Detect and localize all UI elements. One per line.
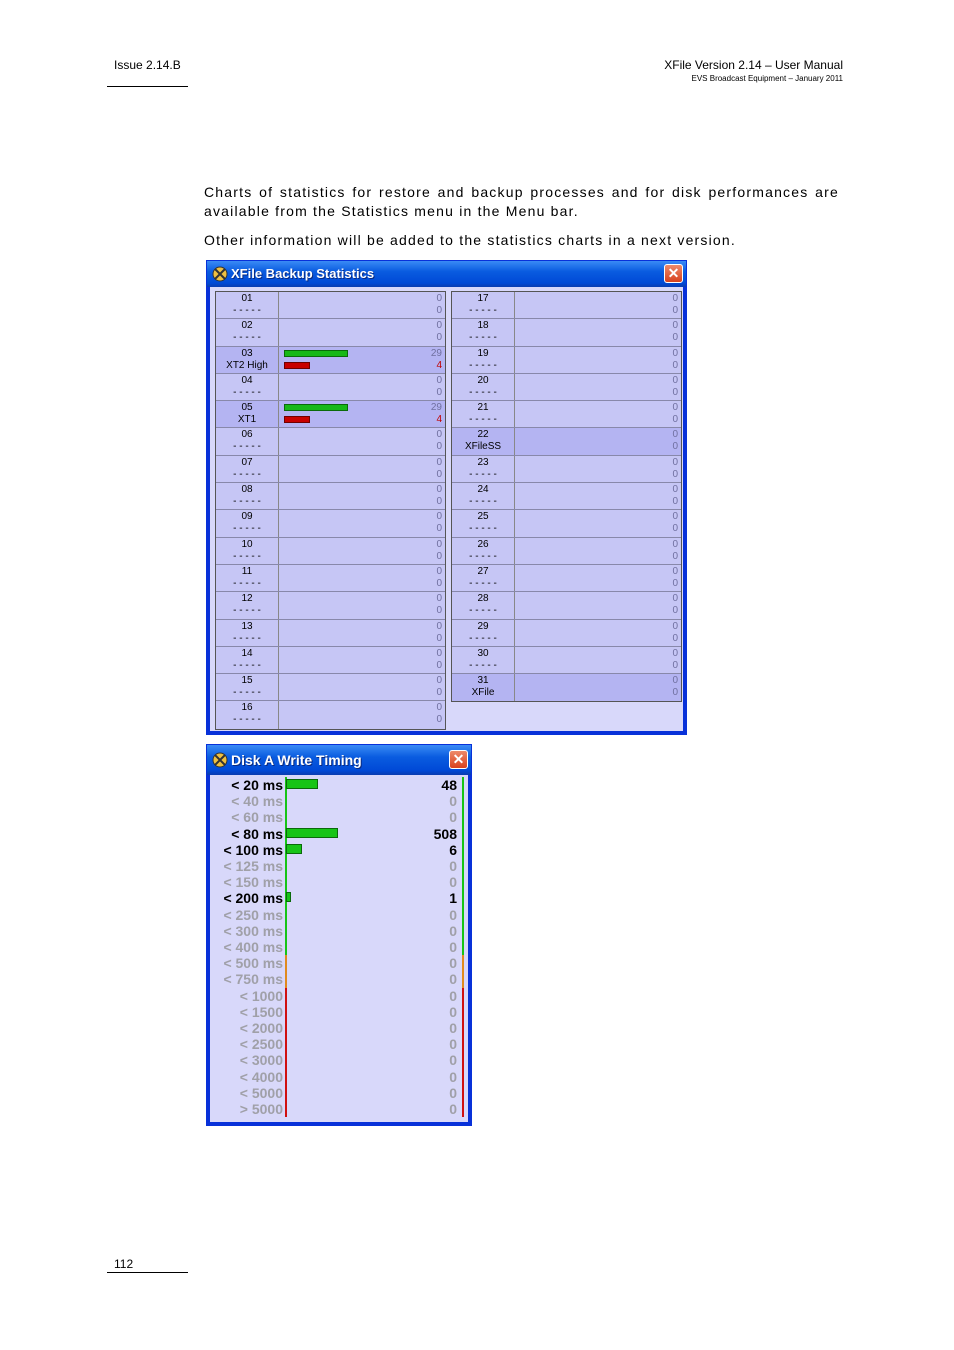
server-label	[216, 483, 279, 509]
timing-bucket-value: 0	[449, 858, 457, 874]
backup-count: 0	[672, 565, 678, 577]
server-number: 09	[241, 511, 253, 523]
timing-bucket-label: < 5000	[239, 1084, 283, 1101]
header-issue: Issue 2.14.B	[114, 58, 181, 72]
timing-bucket-value: 0	[449, 987, 457, 1004]
backup-count: 0	[672, 429, 678, 441]
server-name: - - - - -	[469, 332, 497, 344]
server-number: 10	[241, 538, 253, 550]
backup-count: 0	[436, 484, 442, 496]
backup-client	[210, 287, 683, 731]
server-label	[452, 401, 515, 427]
timing-row	[210, 907, 468, 923]
server-row[interactable]	[216, 592, 445, 619]
error-count: 4	[436, 359, 442, 371]
timing-bucket-label: < 20 ms	[231, 777, 283, 793]
server-number: 20	[477, 374, 489, 386]
server-label	[452, 538, 515, 564]
backup-count: 0	[436, 320, 442, 332]
server-label	[216, 456, 279, 482]
server-row[interactable]	[452, 538, 681, 565]
server-label	[216, 510, 279, 536]
error-count: 0	[436, 386, 442, 398]
server-row[interactable]	[216, 401, 445, 428]
server-name: - - - - -	[469, 496, 497, 508]
error-count: 0	[436, 496, 442, 508]
server-label	[216, 428, 279, 454]
backup-count: 29	[430, 402, 442, 414]
timing-row	[210, 777, 468, 793]
timing-bucket-label: < 80 ms	[231, 825, 283, 842]
backup-count: 0	[672, 374, 678, 386]
error-count: 0	[436, 441, 442, 453]
server-number: 12	[241, 593, 253, 605]
timing-bucket-value: 0	[449, 1084, 457, 1101]
manual-title: XFile Version 2.14 – User Manual	[664, 58, 843, 72]
server-row[interactable]	[452, 374, 681, 401]
server-label	[452, 347, 515, 373]
backup-count: 0	[672, 320, 678, 332]
timing-bucket-value: 0	[449, 874, 457, 891]
timing-bar	[286, 892, 291, 902]
backup-column-right	[451, 291, 682, 702]
timing-bucket-value: 1	[449, 890, 457, 907]
server-number: 15	[241, 675, 253, 687]
app-icon	[212, 752, 228, 768]
server-row[interactable]	[452, 401, 681, 428]
server-name: - - - - -	[233, 687, 261, 699]
error-count: 0	[436, 468, 442, 480]
timing-bucket-label: < 100 ms	[223, 841, 283, 858]
server-number: 02	[241, 320, 253, 332]
server-row[interactable]	[216, 428, 445, 455]
backup-count: 0	[672, 511, 678, 523]
timing-bucket-value: 0	[449, 1068, 457, 1085]
server-name: - - - - -	[469, 605, 497, 617]
server-label	[452, 647, 515, 673]
error-count: 0	[436, 687, 442, 699]
server-number: 27	[477, 565, 489, 577]
footer-rule	[107, 1272, 188, 1273]
backup-count: 0	[436, 647, 442, 659]
server-row[interactable]	[216, 483, 445, 510]
error-count: 0	[672, 659, 678, 671]
server-name: - - - - -	[233, 441, 261, 453]
server-number: 05	[241, 402, 253, 414]
backup-count: 0	[436, 538, 442, 550]
backup-count: 0	[436, 675, 442, 687]
backup-count: 0	[672, 675, 678, 687]
server-row[interactable]	[216, 292, 445, 319]
server-row[interactable]	[452, 428, 681, 455]
error-count: 0	[672, 632, 678, 644]
error-bar	[284, 416, 310, 423]
error-count: 0	[436, 659, 442, 671]
close-button[interactable]	[664, 264, 683, 283]
server-number: 13	[241, 620, 253, 632]
server-number: 11	[241, 565, 253, 577]
server-name: XFile	[471, 687, 495, 699]
timing-row	[210, 1036, 468, 1052]
server-number: 25	[477, 511, 489, 523]
server-number: 17	[477, 293, 489, 304]
server-number: 22	[477, 429, 489, 441]
error-count: 0	[436, 632, 442, 644]
timing-bucket-value: 0	[449, 1036, 457, 1053]
server-name: - - - - -	[469, 550, 497, 562]
server-number: 04	[241, 374, 253, 386]
timing-row	[210, 890, 468, 906]
server-number: 14	[241, 647, 253, 659]
server-name: - - - - -	[469, 659, 497, 671]
server-row[interactable]	[216, 510, 445, 537]
backup-count: 0	[672, 347, 678, 359]
timing-row	[210, 874, 468, 890]
server-name: - - - - -	[233, 332, 261, 344]
server-number: 30	[477, 647, 489, 659]
timing-row	[210, 826, 468, 842]
error-count: 0	[672, 305, 678, 316]
server-label	[216, 347, 279, 373]
server-row[interactable]	[216, 538, 445, 565]
timing-bucket-label: < 40 ms	[231, 793, 283, 810]
server-number: 08	[241, 484, 253, 496]
timing-bucket-value: 0	[449, 971, 457, 988]
timing-bucket-value: 0	[449, 1003, 457, 1020]
timing-bar	[286, 779, 318, 789]
backup-count: 0	[436, 456, 442, 468]
error-count: 0	[672, 577, 678, 589]
timing-titlebar[interactable]	[207, 745, 471, 775]
backup-count: 0	[436, 620, 442, 632]
server-number: 26	[477, 538, 489, 550]
close-button[interactable]	[449, 750, 468, 769]
timing-row	[210, 923, 468, 939]
timing-bucket-label: < 2500	[239, 1036, 283, 1053]
server-row[interactable]	[452, 592, 681, 619]
server-number: 06	[241, 429, 253, 441]
server-label	[216, 701, 279, 728]
server-label	[216, 674, 279, 700]
server-row[interactable]	[216, 347, 445, 374]
backup-count: 0	[436, 593, 442, 605]
error-count: 0	[672, 441, 678, 453]
server-name: XFileSS	[464, 441, 502, 453]
error-count: 4	[436, 414, 442, 426]
paragraph-1: Charts of statistics for restore and backup processes and for disk performances are available from the Statistics menu in the Menu bar.	[204, 184, 839, 219]
error-count: 0	[672, 550, 678, 562]
backup-count: 0	[672, 593, 678, 605]
error-count: 0	[672, 687, 678, 699]
server-number: 16	[241, 702, 253, 714]
timing-bucket-label: < 2000	[239, 1020, 283, 1036]
error-count: 0	[436, 577, 442, 589]
server-label	[216, 538, 279, 564]
server-number: 01	[241, 293, 253, 304]
server-name: - - - - -	[233, 659, 261, 671]
backup-column-left	[215, 291, 446, 730]
timing-bucket-value: 0	[449, 809, 457, 826]
timing-bucket-value: 0	[449, 922, 457, 939]
server-row[interactable]	[452, 620, 681, 647]
server-name: - - - - -	[233, 605, 261, 617]
server-label	[452, 319, 515, 345]
timing-row	[210, 1004, 468, 1020]
server-label	[452, 620, 515, 646]
server-row[interactable]	[216, 456, 445, 483]
timing-row	[210, 842, 468, 858]
error-count: 0	[672, 523, 678, 535]
paragraph-2: Other information will be added to the statistics charts in a next version.	[204, 232, 736, 248]
server-row[interactable]	[216, 674, 445, 701]
server-label	[452, 428, 515, 454]
error-count: 0	[672, 468, 678, 480]
server-name: - - - - -	[469, 468, 497, 480]
server-number: 19	[477, 347, 489, 359]
server-name: XT2 High	[226, 359, 268, 371]
error-count: 0	[672, 359, 678, 371]
backup-count: 0	[672, 647, 678, 659]
timing-bucket-label: < 1500	[239, 1003, 283, 1020]
timing-bar	[286, 828, 338, 838]
timing-bucket-value: 0	[449, 793, 457, 810]
manual-subtitle: EVS Broadcast Equipment – January 2011	[691, 74, 843, 83]
timing-bucket-label: < 60 ms	[231, 809, 283, 826]
timing-row	[210, 1101, 468, 1117]
server-row[interactable]	[452, 319, 681, 346]
backup-count: 0	[436, 374, 442, 386]
close-icon: ✕	[667, 265, 680, 281]
timing-bucket-label: < 4000	[239, 1068, 283, 1085]
header-right	[664, 58, 843, 83]
server-label	[452, 565, 515, 591]
server-name: - - - - -	[469, 414, 497, 426]
server-name: - - - - -	[469, 359, 497, 371]
server-number: 28	[477, 593, 489, 605]
server-name: - - - - -	[233, 550, 261, 562]
server-name: - - - - -	[469, 632, 497, 644]
backup-count: 0	[672, 456, 678, 468]
server-row[interactable]	[452, 647, 681, 674]
timing-bucket-label: < 400 ms	[223, 939, 283, 955]
timing-window-title: Disk A Write Timing	[231, 752, 362, 768]
timing-row	[210, 1052, 468, 1068]
server-label	[452, 592, 515, 618]
error-bar	[284, 362, 310, 369]
backup-count: 29	[430, 347, 442, 359]
server-label	[452, 292, 515, 318]
backup-count: 0	[436, 293, 442, 304]
server-row[interactable]	[216, 319, 445, 346]
server-row[interactable]	[452, 456, 681, 483]
backup-count: 0	[436, 511, 442, 523]
server-number: 29	[477, 620, 489, 632]
server-row[interactable]	[216, 620, 445, 647]
server-number: 24	[477, 484, 489, 496]
timing-bucket-value: 0	[449, 1052, 457, 1069]
timing-bucket-label: < 3000	[239, 1052, 283, 1069]
error-count: 0	[672, 386, 678, 398]
backup-statistics-window	[206, 260, 687, 735]
server-number: 03	[241, 347, 253, 359]
server-number: 23	[477, 456, 489, 468]
timing-bucket-label: < 125 ms	[223, 858, 283, 874]
backup-count: 0	[672, 620, 678, 632]
backup-count: 0	[436, 702, 442, 714]
backup-count: 0	[672, 402, 678, 414]
server-label	[216, 592, 279, 618]
server-label	[216, 319, 279, 345]
error-count: 0	[436, 332, 442, 344]
timing-bucket-label: > 5000	[239, 1101, 283, 1117]
backup-count: 0	[436, 565, 442, 577]
server-label	[216, 401, 279, 427]
timing-row	[210, 955, 468, 971]
server-name: - - - - -	[233, 714, 261, 726]
timing-bucket-label: < 500 ms	[223, 955, 283, 972]
backup-count: 0	[672, 538, 678, 550]
error-count: 0	[672, 332, 678, 344]
timing-row	[210, 971, 468, 987]
timing-row	[210, 1085, 468, 1101]
timing-row	[210, 858, 468, 874]
server-label	[216, 565, 279, 591]
server-name: - - - - -	[233, 468, 261, 480]
server-name: - - - - -	[233, 496, 261, 508]
server-name: - - - - -	[233, 386, 261, 398]
timing-row	[210, 1020, 468, 1036]
server-number: 21	[477, 402, 489, 414]
app-icon	[212, 266, 228, 282]
server-row[interactable]	[452, 292, 681, 319]
server-name: - - - - -	[233, 632, 261, 644]
server-label	[216, 292, 279, 318]
server-name: - - - - -	[233, 523, 261, 535]
backup-bar	[284, 404, 348, 411]
backup-count: 0	[672, 484, 678, 496]
backup-window-title: XFile Backup Statistics	[231, 266, 375, 281]
server-label	[216, 374, 279, 400]
server-row[interactable]	[452, 483, 681, 510]
timing-bucket-value: 0	[449, 955, 457, 972]
timing-bucket-label: < 300 ms	[223, 922, 283, 939]
timing-bucket-label: < 150 ms	[223, 874, 283, 891]
server-label	[216, 647, 279, 673]
server-label	[452, 483, 515, 509]
server-name: XT1	[237, 414, 257, 426]
timing-client	[210, 775, 468, 1122]
close-icon: ✕	[452, 751, 465, 767]
error-count: 0	[672, 414, 678, 426]
server-row[interactable]	[216, 374, 445, 401]
server-number: 18	[477, 320, 489, 332]
timing-bucket-value: 508	[433, 825, 457, 842]
server-number: 31	[477, 675, 489, 687]
server-row[interactable]	[216, 647, 445, 674]
timing-bucket-value: 0	[449, 1101, 457, 1117]
server-row[interactable]	[452, 674, 681, 701]
timing-row	[210, 1069, 468, 1085]
timing-bucket-value: 0	[449, 939, 457, 955]
timing-bucket-value: 0	[449, 1020, 457, 1036]
server-row[interactable]	[452, 565, 681, 592]
backup-bar	[284, 350, 348, 357]
server-number: 07	[241, 456, 253, 468]
timing-bucket-label: < 750 ms	[223, 971, 283, 988]
timing-bar	[286, 844, 302, 854]
error-count: 0	[436, 605, 442, 617]
server-name: - - - - -	[233, 577, 261, 589]
error-count: 0	[436, 523, 442, 535]
backup-count: 0	[672, 293, 678, 304]
timing-row	[210, 809, 468, 825]
page-number: 112	[114, 1257, 134, 1271]
backup-titlebar[interactable]	[207, 261, 686, 287]
header-rule	[107, 86, 188, 87]
server-label	[216, 620, 279, 646]
server-name: - - - - -	[469, 305, 497, 316]
server-label	[452, 374, 515, 400]
error-count: 0	[436, 550, 442, 562]
timing-bucket-value: 48	[441, 777, 457, 793]
timing-bucket-label: < 250 ms	[223, 906, 283, 923]
server-row[interactable]	[452, 347, 681, 374]
server-row[interactable]	[216, 565, 445, 592]
server-row[interactable]	[216, 701, 445, 728]
server-label	[452, 510, 515, 536]
server-name: - - - - -	[469, 523, 497, 535]
server-row[interactable]	[452, 510, 681, 537]
timing-bucket-value: 6	[449, 841, 457, 858]
server-name: - - - - -	[233, 305, 261, 316]
timing-row	[210, 939, 468, 955]
server-label	[452, 674, 515, 701]
error-count: 0	[436, 714, 442, 726]
server-label	[452, 456, 515, 482]
server-name: - - - - -	[469, 386, 497, 398]
timing-bucket-value: 0	[449, 906, 457, 923]
timing-bucket-label: < 1000	[239, 987, 283, 1004]
timing-row	[210, 988, 468, 1004]
error-count: 0	[672, 605, 678, 617]
timing-row	[210, 793, 468, 809]
error-count: 0	[436, 305, 442, 316]
disk-timing-window	[206, 744, 472, 1126]
backup-count: 0	[436, 429, 442, 441]
server-name: - - - - -	[469, 577, 497, 589]
error-count: 0	[672, 496, 678, 508]
timing-bucket-label: < 200 ms	[223, 890, 283, 907]
